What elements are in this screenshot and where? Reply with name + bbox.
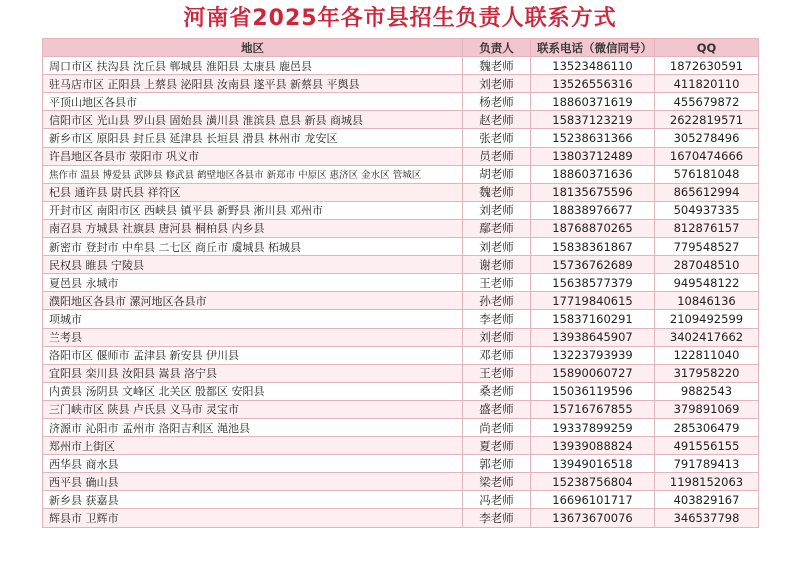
phone-cell: 15736762689 <box>531 256 655 274</box>
table-row <box>43 165 759 183</box>
person-cell: 鄢老师 <box>463 219 531 237</box>
person-cell: 夏老师 <box>463 437 531 455</box>
table-row <box>43 219 759 237</box>
phone-cell: 13949016518 <box>531 455 655 473</box>
region-cell: 三门峡市区 陕县 卢氏县 义马市 灵宝市 <box>43 400 463 418</box>
header-person: 负责人 <box>463 39 531 57</box>
table-row <box>43 256 759 274</box>
person-cell: 李老师 <box>463 509 531 527</box>
person-cell: 刘老师 <box>463 201 531 219</box>
table-row <box>43 491 759 509</box>
qq-cell: 403829167 <box>655 491 759 509</box>
qq-cell: 285306479 <box>655 418 759 436</box>
qq-cell: 779548527 <box>655 238 759 256</box>
table-row <box>43 455 759 473</box>
qq-cell: 949548122 <box>655 274 759 292</box>
qq-cell: 491556155 <box>655 437 759 455</box>
table-row <box>43 183 759 201</box>
qq-cell: 287048510 <box>655 256 759 274</box>
phone-cell: 18838976677 <box>531 201 655 219</box>
header-qq: QQ <box>655 39 759 57</box>
phone-cell: 18768870265 <box>531 219 655 237</box>
region-cell: 新乡县 获嘉县 <box>43 491 463 509</box>
phone-cell: 17719840615 <box>531 292 655 310</box>
person-cell: 刘老师 <box>463 75 531 93</box>
qq-cell: 2109492599 <box>655 310 759 328</box>
region-cell: 焦作市 温县 博爱县 武陟县 修武县 鹤壁地区各县市 新郑市 中原区 惠济区 金水区 管城区 <box>43 165 463 183</box>
person-cell: 谢老师 <box>463 256 531 274</box>
table-row <box>43 238 759 256</box>
phone-cell: 18860371636 <box>531 165 655 183</box>
header-phone: 联系电话（微信同号） <box>531 39 655 57</box>
table-row <box>43 310 759 328</box>
table-row <box>43 364 759 382</box>
region-cell: 项城市 <box>43 310 463 328</box>
qq-cell: 2622819571 <box>655 111 759 129</box>
phone-cell: 15638577379 <box>531 274 655 292</box>
phone-cell: 15036119596 <box>531 382 655 400</box>
phone-cell: 13938645907 <box>531 328 655 346</box>
phone-cell: 13939088824 <box>531 437 655 455</box>
header-region: 地区 <box>43 39 463 57</box>
table-body <box>43 57 759 527</box>
table-row <box>43 418 759 436</box>
region-cell: 济源市 沁阳市 孟州市 洛阳吉利区 渑池县 <box>43 418 463 436</box>
phone-cell: 15837160291 <box>531 310 655 328</box>
table-row <box>43 382 759 400</box>
region-cell: 周口市区 扶沟县 沈丘县 郸城县 淮阳县 太康县 鹿邑县 <box>43 57 463 75</box>
region-cell: 辉县市 卫辉市 <box>43 509 463 527</box>
qq-cell: 1872630591 <box>655 57 759 75</box>
person-cell: 魏老师 <box>463 183 531 201</box>
region-cell: 新密市 登封市 中牟县 二七区 商丘市 虞城县 柘城县 <box>43 238 463 256</box>
person-cell: 王老师 <box>463 364 531 382</box>
qq-cell: 10846136 <box>655 292 759 310</box>
person-cell: 孙老师 <box>463 292 531 310</box>
table-row <box>43 147 759 165</box>
table-row <box>43 346 759 364</box>
qq-cell: 1670474666 <box>655 147 759 165</box>
phone-cell: 15838361867 <box>531 238 655 256</box>
table-row <box>43 75 759 93</box>
region-cell: 内黄县 汤阴县 文峰区 北关区 殷都区 安阳县 <box>43 382 463 400</box>
phone-cell: 13223793939 <box>531 346 655 364</box>
qq-cell: 865612994 <box>655 183 759 201</box>
phone-cell: 13803712489 <box>531 147 655 165</box>
qq-cell: 122811040 <box>655 346 759 364</box>
phone-cell: 18135675596 <box>531 183 655 201</box>
region-cell: 西平县 确山县 <box>43 473 463 491</box>
person-cell: 邓老师 <box>463 346 531 364</box>
person-cell: 魏老师 <box>463 57 531 75</box>
table-row <box>43 111 759 129</box>
person-cell: 王老师 <box>463 274 531 292</box>
person-cell: 郭老师 <box>463 455 531 473</box>
qq-cell: 1198152063 <box>655 473 759 491</box>
region-cell: 许昌地区各县市 荥阳市 巩义市 <box>43 147 463 165</box>
table-row <box>43 129 759 147</box>
phone-cell: 15238756804 <box>531 473 655 491</box>
contacts-table <box>42 38 759 528</box>
person-cell: 胡老师 <box>463 165 531 183</box>
region-cell: 濮阳地区各县市 漯河地区各县市 <box>43 292 463 310</box>
phone-cell: 15890060727 <box>531 364 655 382</box>
table-row <box>43 437 759 455</box>
qq-cell: 317958220 <box>655 364 759 382</box>
region-cell: 洛阳市区 偃师市 孟津县 新安县 伊川县 <box>43 346 463 364</box>
table-row <box>43 93 759 111</box>
phone-cell: 15837123219 <box>531 111 655 129</box>
table-row <box>43 328 759 346</box>
table-row <box>43 473 759 491</box>
qq-cell: 791789413 <box>655 455 759 473</box>
phone-cell: 15238631366 <box>531 129 655 147</box>
qq-cell: 305278496 <box>655 129 759 147</box>
table-row <box>43 201 759 219</box>
table-row <box>43 292 759 310</box>
region-cell: 西华县 商水县 <box>43 455 463 473</box>
person-cell: 刘老师 <box>463 328 531 346</box>
qq-cell: 9882543 <box>655 382 759 400</box>
person-cell: 赵老师 <box>463 111 531 129</box>
region-cell: 杞县 通许县 尉氏县 祥符区 <box>43 183 463 201</box>
phone-cell: 19337899259 <box>531 418 655 436</box>
person-cell: 盛老师 <box>463 400 531 418</box>
region-cell: 驻马店市区 正阳县 上蔡县 泌阳县 汝南县 遂平县 新蔡县 平舆县 <box>43 75 463 93</box>
region-cell: 新乡市区 原阳县 封丘县 延津县 长垣县 滑县 林州市 龙安区 <box>43 129 463 147</box>
qq-cell: 3402417662 <box>655 328 759 346</box>
region-cell: 郑州市上街区 <box>43 437 463 455</box>
region-cell: 民权县 睢县 宁陵县 <box>43 256 463 274</box>
qq-cell: 576181048 <box>655 165 759 183</box>
person-cell: 梁老师 <box>463 473 531 491</box>
table-row <box>43 57 759 75</box>
person-cell: 张老师 <box>463 129 531 147</box>
table-header-row <box>43 39 759 57</box>
phone-cell: 15716767855 <box>531 400 655 418</box>
qq-cell: 812876157 <box>655 219 759 237</box>
person-cell: 李老师 <box>463 310 531 328</box>
page-title: 河南省2025年各市县招生负责人联系方式 <box>183 6 617 31</box>
person-cell: 桑老师 <box>463 382 531 400</box>
region-cell: 开封市区 南阳市区 西峡县 镇平县 新野县 淅川县 邓州市 <box>43 201 463 219</box>
region-cell: 信阳市区 光山县 罗山县 固始县 潢川县 淮滨县 息县 新县 商城县 <box>43 111 463 129</box>
region-cell: 南召县 方城县 社旗县 唐河县 桐柏县 内乡县 <box>43 219 463 237</box>
person-cell: 杨老师 <box>463 93 531 111</box>
phone-cell: 18860371619 <box>531 93 655 111</box>
person-cell: 员老师 <box>463 147 531 165</box>
person-cell: 冯老师 <box>463 491 531 509</box>
region-cell: 平顶山地区各县市 <box>43 93 463 111</box>
table-row <box>43 400 759 418</box>
phone-cell: 13523486110 <box>531 57 655 75</box>
qq-cell: 504937335 <box>655 201 759 219</box>
table-row <box>43 274 759 292</box>
phone-cell: 16696101717 <box>531 491 655 509</box>
phone-cell: 13673670076 <box>531 509 655 527</box>
table-row <box>43 509 759 527</box>
phone-cell: 13526556316 <box>531 75 655 93</box>
qq-cell: 346537798 <box>655 509 759 527</box>
person-cell: 尚老师 <box>463 418 531 436</box>
qq-cell: 411820110 <box>655 75 759 93</box>
person-cell: 刘老师 <box>463 238 531 256</box>
region-cell: 夏邑县 永城市 <box>43 274 463 292</box>
qq-cell: 379891069 <box>655 400 759 418</box>
qq-cell: 455679872 <box>655 93 759 111</box>
region-cell: 兰考县 <box>43 328 463 346</box>
region-cell: 宜阳县 栾川县 汝阳县 嵩县 洛宁县 <box>43 364 463 382</box>
